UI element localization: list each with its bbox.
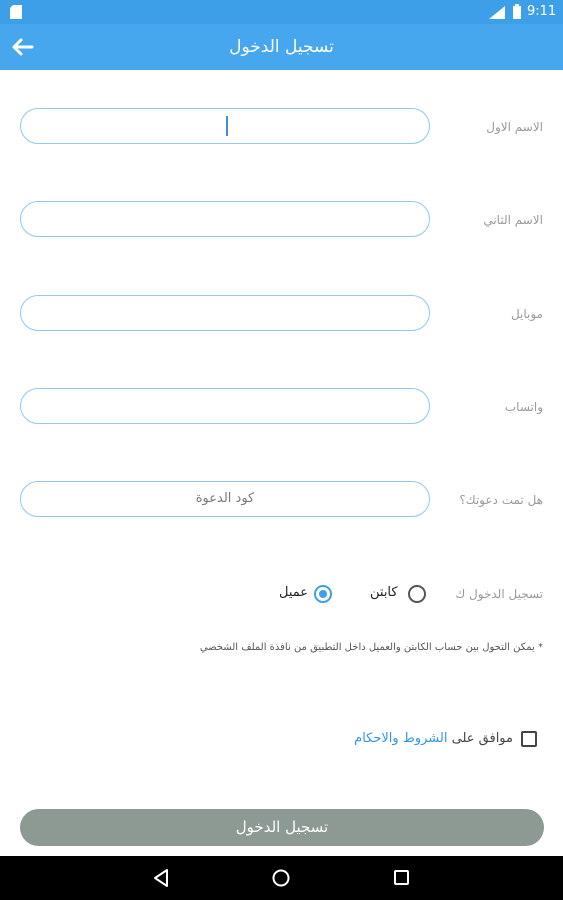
status-time: 9:11 [527,4,557,19]
last-name-input[interactable] [20,201,430,237]
status-bar [0,0,563,24]
terms-agreement [354,731,513,746]
captain-radio-label: كابتن [370,585,398,600]
invite-code-input[interactable] [20,481,430,517]
terms-link[interactable]: الشروط والاحكام [354,731,448,746]
battery-icon [513,4,521,19]
page-title: تسجيل الدخول [229,37,334,57]
captain-radio[interactable] [408,585,426,603]
back-nav-icon[interactable] [152,868,170,888]
recents-nav-icon[interactable] [393,869,410,886]
invite-code-placeholder: كود الدعوة [195,491,255,506]
first-name-label: الاسم الاول [486,120,543,134]
back-arrow-icon[interactable] [10,34,36,60]
mobile-input[interactable] [20,295,430,331]
client-radio[interactable] [314,585,332,603]
invited-label: هل تمت دعوتك؟ [459,493,543,507]
home-nav-icon[interactable] [271,868,291,888]
last-name-label: الاسم الثاني [483,213,543,227]
agree-text: موافق على [451,731,513,746]
client-radio-label: عميل [279,585,309,600]
sd-card-icon [10,5,22,19]
login-button[interactable]: تسجيل الدخول [20,809,544,846]
text-cursor [226,116,228,136]
role-switch-note: * يمكن التحول بين حساب الكابتن والعميل داخل التطبيق من نافذة الملف الشخصي [199,642,543,653]
whatsapp-label: واتساب [504,400,543,414]
login-as-label: تسجيل الدخول ك [455,587,543,601]
first-name-input[interactable] [20,108,430,144]
terms-checkbox[interactable] [521,731,537,747]
whatsapp-input[interactable] [20,388,430,424]
mobile-label: موبايل [510,307,543,321]
signal-icon [489,6,505,19]
